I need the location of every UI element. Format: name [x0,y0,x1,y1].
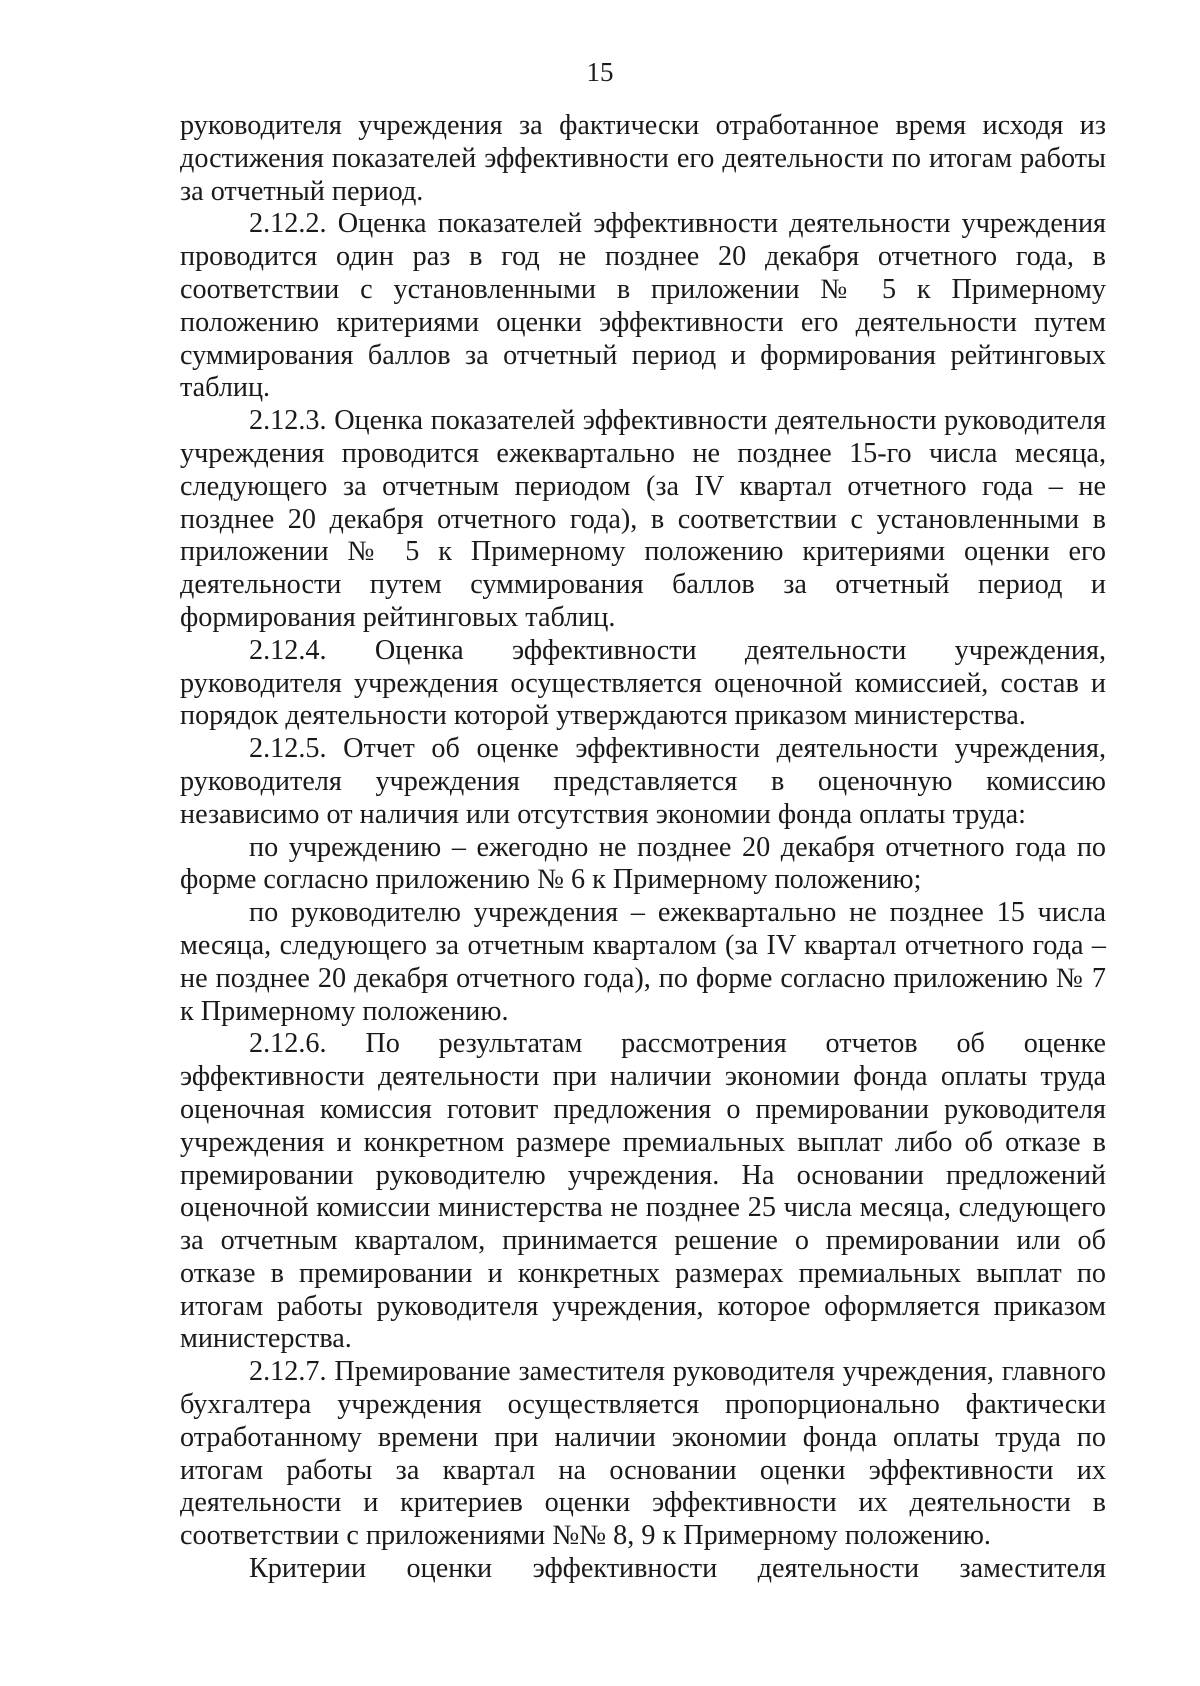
paragraph-2-12-2: 2.12.2. Оценка показателей эффективности деятельности учреждения проводится один раз в год не позднее 20 декабря отчетного года, в соответствии с установленными в приложении № 5 к Примерному положению критериями оценки эффективности его деятельности путем суммирования баллов за отчетный период и формирования рейтинговых таблиц. [180,208,1106,404]
paragraph-2-12-3: 2.12.3. Оценка показателей эффективности деятельности руководителя учреждения проводится ежеквартально не позднее 15-го числа месяца, следующего за отчетным периодом (за IV квартал отчетного года – не позднее 20 декабря отчетного года), в соответствии с установленными в приложении № 5 к Примерному положению критериями оценки его деятельности путем суммирования баллов за отчетный период и формирования рейтинговых таблиц. [180,405,1106,633]
paragraph-report-institution: по учреждению – ежегодно не позднее 20 декабря отчетного года по форме согласно приложению № 6 к Примерному положению; [180,831,1106,896]
paragraph-2-12-4: 2.12.4. Оценка эффективности деятельности учреждения, руководителя учреждения осуществляется оценочной комиссией, состав и порядок деятельности которой утверждаются приказом министерства. [180,634,1106,732]
paragraph-2-12-6: 2.12.6. По результатам рассмотрения отчетов об оценке эффективности деятельности при наличии экономии фонда оплаты труда оценочная комиссия готовит предложения о премировании руководителя учреждения и конкретном размере премиальных выплат либо об отказе в премировании руководителю учреждения. На основании предложений оценочной комиссии министерства не позднее 25 числа месяца, следующего за отчетным кварталом, принимается решение о премировании или об отказе в премировании и конкретных размерах премиальных выплат по итогам работы руководителя учреждения, которое оформляется приказом министерства. [180,1028,1106,1355]
document-body [180,110,1106,1586]
paragraph-continuation: руководителя учреждения за фактически отработанное время исходя из достижения показателей эффективности его деятельности по итогам работы за отчетный период. [180,110,1106,207]
paragraph-2-12-5: 2.12.5. Отчет об оценке эффективности деятельности учреждения, руководителя учреждения представляется в оценочную комиссию независимо от наличия или отсутствия экономии фонда оплаты труда: [180,733,1106,830]
paragraph-2-12-7: 2.12.7. Премирование заместителя руководителя учреждения, главного бухгалтера учреждения осуществляется пропорционально фактически отработанному времени при наличии экономии фонда оплаты труда по итогам работы за квартал на основании оценки эффективности их деятельности и критериев оценки эффективности их деятельности в соответствии с приложениями №№ 8, 9 к Примерному положению. [180,1356,1106,1552]
paragraph-report-head: по руководителю учреждения – ежеквартально не позднее 15 числа месяца, следующего за отчетным кварталом (за IV квартал отчетного года – не позднее 20 декабря отчетного года), по форме согласно приложению № 7 к Примерному положению. [180,897,1106,1027]
page-number: 15 [586,57,614,87]
paragraph-criteria-start: Критерии оценки эффективности деятельности заместителя [249,1553,1106,1585]
